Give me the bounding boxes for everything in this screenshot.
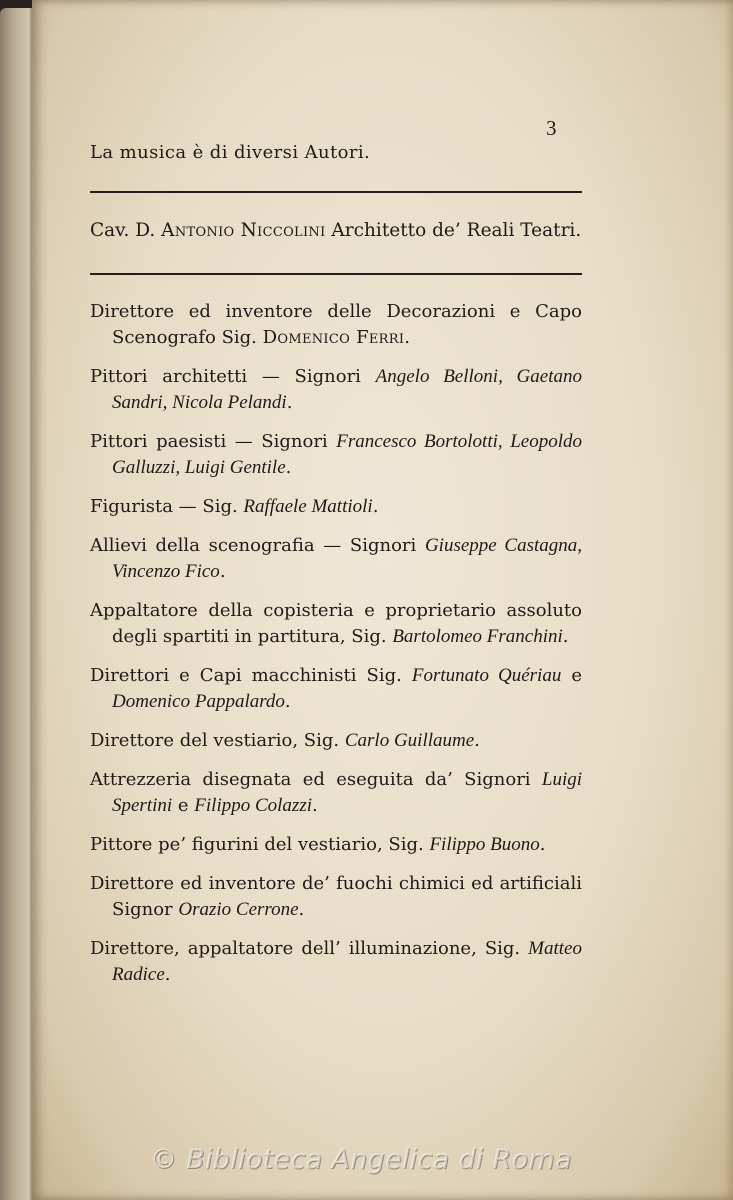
credit-entry: Allievi della scenografia — Signori Giuseppe Castagna, Vincenzo Fico. (90, 535, 582, 582)
page-number: 3 (546, 116, 557, 140)
horizontal-rule (90, 273, 582, 275)
architect-prefix: Cav. D. (90, 220, 156, 241)
credit-name: Filippo Buono (429, 834, 540, 855)
credit-name: Orazio Cerrone (178, 899, 299, 920)
credit-role: Direttore, appaltatore dell’ illuminazione, Sig. (90, 938, 529, 959)
credit-entry: Figurista — Sig. Raffaele Mattioli. (90, 496, 379, 517)
credit-entry: Pittori architetti — Signori Angelo Belloni, Gaetano Sandri, Nicola Pelandi. (90, 366, 582, 413)
credit-role: Attrezzeria disegnata ed eseguita da’ Signori (90, 769, 542, 790)
credit-role: Figurista — Sig. (90, 496, 244, 517)
credit-entry: Pittore pe’ figurini del vestiario, Sig. Filippo Buono. (90, 834, 546, 855)
credit-role: Pittori architetti — Signori (90, 366, 376, 387)
credit-conjunction: e (561, 665, 583, 686)
credit-role: Appaltatore della copisteria e proprietario assoluto degli spartiti in partitura, Sig. (90, 600, 582, 647)
credit-role: Allievi della scenografia — Signori (90, 535, 425, 556)
architect-name: Antonio Niccolini (161, 220, 326, 241)
left-page-edge (0, 8, 34, 1200)
credit-entry: Direttore, appaltatore dell’ illuminazione, Sig. Matteo Radice. (90, 938, 582, 985)
credit-name: Fortunato Quériau (411, 665, 562, 686)
architect-role: Architetto de’ Reali Teatri. (331, 220, 582, 241)
credits-list (90, 299, 582, 1001)
credit-name: Domenico Ferri (262, 327, 405, 348)
architect-line (90, 220, 581, 241)
credit-name: Francesco Bortolotti, Leopoldo Galluzzi, Luigi Gentile (112, 431, 582, 478)
credit-name: Matteo Radice (112, 938, 582, 985)
credit-entry: Direttore ed inventore de’ fuochi chimici ed artificiali Signor Orazio Cerrone. (90, 873, 582, 920)
credit-name: Domenico Pappalardo (112, 691, 285, 712)
credit-entry: Direttori e Capi macchinisti Sig. Fortunato Quériau e Domenico Pappalardo. (90, 665, 583, 712)
credit-name: Filippo Colazzi (194, 795, 312, 816)
credit-entry: Appaltatore della copisteria e proprietario assoluto degli spartiti in partitura, Sig. Bartolomeo Franchini. (90, 600, 582, 647)
credit-entry: Pittori paesisti — Signori Francesco Bortolotti, Leopoldo Galluzzi, Luigi Gentile. (90, 431, 582, 478)
credit-conjunction: e (172, 795, 195, 816)
credit-entry: Direttore del vestiario, Sig. Carlo Guillaume. (90, 730, 480, 751)
credit-name: Luigi Spertini (112, 769, 582, 816)
book-page (32, 0, 733, 1200)
credit-role: Direttore del vestiario, Sig. (90, 730, 345, 751)
credit-role: Direttori e Capi macchinisti Sig. (90, 665, 412, 686)
credit-name: Giuseppe Castagna, Vincenzo Fico (112, 535, 582, 582)
credit-name: Raffaele Mattioli (243, 496, 373, 517)
credit-name: Bartolomeo Franchini (392, 626, 563, 647)
credit-role: Direttore ed inventore de’ fuochi chimici ed artificiali Signor (90, 873, 582, 920)
credit-role: Pittore pe’ figurini del vestiario, Sig. (90, 834, 430, 855)
library-watermark: © Biblioteca Angelica di Roma (150, 1144, 572, 1175)
credit-entry: Attrezzeria disegnata ed eseguita da’ Signori Luigi Spertini e Filippo Colazzi. (90, 769, 582, 816)
credit-entry: Direttore ed inventore delle Decorazioni e Capo Scenografo Sig. Domenico Ferri. (90, 301, 582, 348)
credit-name: Carlo Guillaume (344, 730, 475, 751)
music-credit-line: La musica è di diversi Autori. (90, 142, 371, 163)
horizontal-rule (90, 191, 582, 193)
credit-name: Angelo Belloni, Gaetano Sandri, Nicola Pelandi (112, 366, 582, 413)
credit-role: Pittori paesisti — Signori (90, 431, 337, 452)
credit-role: Direttore ed inventore delle Decorazioni e Capo Scenografo Sig. (90, 301, 582, 348)
